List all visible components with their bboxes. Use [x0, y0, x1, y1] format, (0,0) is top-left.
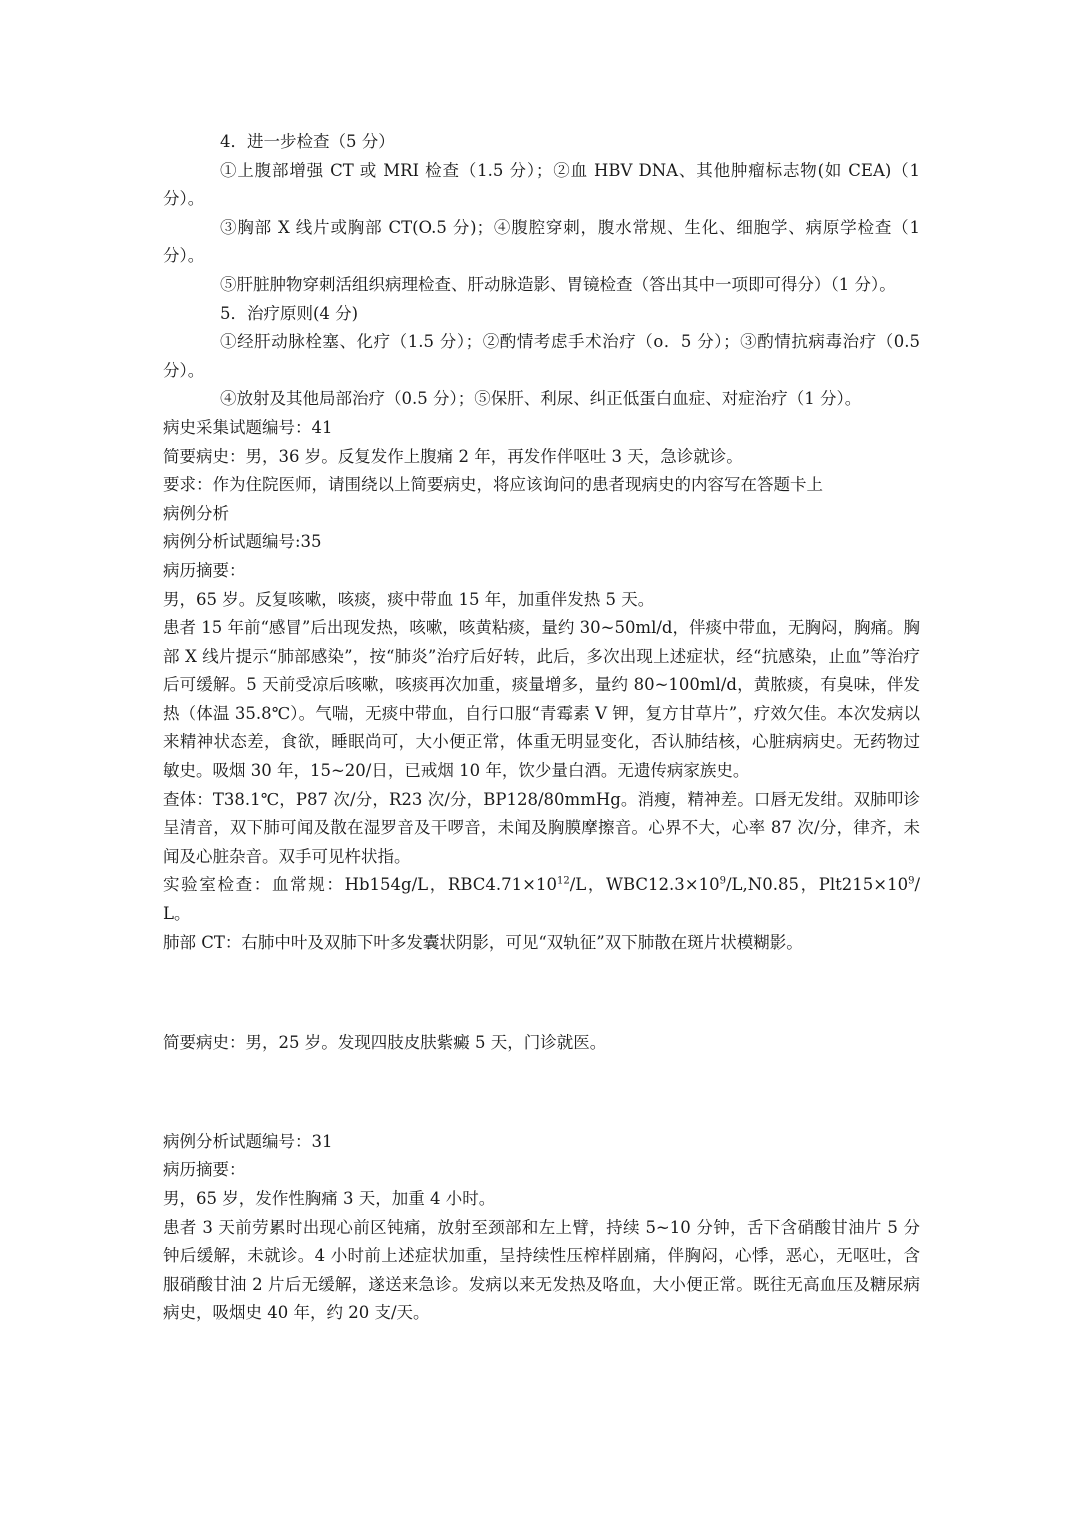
lab-text-c: /L,N0.85，Plt215×10 [726, 875, 909, 895]
lab-sup-1: 12 [556, 875, 570, 887]
treatment-item-1: ①经肝动脉栓塞、化疗（1.5 分）；②酌情考虑手术治疗（o．5 分）；③酌情抗病毒治疗（0.5 分）。 [163, 332, 920, 380]
history-requirement: 要求：作为住院医师，请围绕以上简要病史，将应该询问的患者现病史的内容写在答题卡上 [163, 475, 823, 495]
treatment-section-title: 5．治疗原则(4 分) [220, 303, 359, 323]
exam-item-2: ③胸部 X 线片或胸部 CT(O.5 分)；④腹腔穿刺，腹水常规、生化、细胞学、病原学检查（1 分）。 [163, 217, 920, 266]
case31-summary-label: 病历摘要： [163, 1160, 246, 1180]
lab-text-d: /L。 [163, 875, 921, 924]
lab-text-b: /L，WBC12.3×10 [569, 875, 720, 895]
exam-section-title: 4．进一步检查（5 分） [220, 132, 395, 151]
case35-lab-results [163, 871, 920, 928]
exam-item-3: ⑤肝脏肿物穿刺活组织病理检查、肝动脉造影、胃镜检查（答出其中一项即可得分）（1 分）。 [220, 274, 896, 294]
case35-number: 病例分析试题编号:35 [163, 532, 322, 552]
lab-text-a: 实验室检查：血常规：Hb154g/L，RBC4.71×10 [163, 875, 557, 895]
history-question-number: 病史采集试题编号：41 [163, 417, 333, 437]
case35-present-illness: 患者 15 年前“感冒”后出现发热，咳嗽，咳黄粘痰，量约 30~50ml/d，伴痰中带血，无胸闷，胸痛。胸部 X 线片提示“肺部感染”，按“肺炎”治疗后好转，此后，多次出现上述症状，经“抗感染，止血”等治疗后可缓解。5 天前受凉后咳嗽，咳痰再次加重，痰量增多，量约 80~100ml/d，黄脓痰，有臭味，伴发热（体温 35.8℃）。气喘，无痰中带血，自行口服“青霉素 V 钾，复方甘草片”，疗效欠佳。本次发病以来精神状态差，食欲，睡眠尚可，大小便正常，体重无明显变化，否认肺结核，心脏病病史。无药物过敏史。吸烟 30 年，15~20/日，已戒烟 10 年，饮少量白酒。无遗传病家族史。 [163, 618, 920, 781]
lab-sup-2: 9 [719, 875, 726, 887]
case35-ct: 肺部 CT：右肺中叶及双肺下叶多发囊状阴影，可见“双轨征”双下肺散在斑片状模糊影。 [163, 932, 803, 952]
brief-history-25: 简要病史：男，25 岁。发现四肢皮肤紫癜 5 天，门诊就医。 [163, 1033, 607, 1053]
case31-chief-complaint: 男，65 岁，发作性胸痛 3 天，加重 4 小时。 [163, 1189, 496, 1208]
history-brief: 简要病史：男，36 岁。反复发作上腹痛 2 年，再发作伴呕吐 3 天，急诊就诊。 [163, 446, 743, 466]
case-analysis-heading: 病例分析 [163, 503, 229, 523]
treatment-item-2: ④放射及其他局部治疗（0.5 分）；⑤保肝、利尿、纠正低蛋白血症、对症治疗（1 分）。 [220, 389, 862, 409]
spacer [163, 957, 920, 1029]
case35-summary-label: 病历摘要： [163, 560, 246, 580]
case31-number: 病例分析试题编号：31 [163, 1131, 333, 1151]
document-page [163, 128, 920, 1328]
case31-present-illness: 患者 3 天前劳累时出现心前区钝痛，放射至颈部和左上臂，持续 5~10 分钟，舌下含硝酸甘油片 5 分钟后缓解，未就诊。4 小时前上述症状加重，呈持续性压榨样剧痛，伴胸闷，心悸，恶心，无呕吐，含服硝酸甘油 2 片后无缓解，遂送来急诊。发病以来无发热及咯血，大小便正常。既往无高血压及糖尿病病史，吸烟史 40 年，约 20 支/天。 [163, 1217, 920, 1323]
case35-chief-complaint: 男，65 岁。反复咳嗽，咳痰，痰中带血 15 年，加重伴发热 5 天。 [163, 589, 655, 609]
exam-item-1: ①上腹部增强 CT 或 MRI 检查（1.5 分）；②血 HBV DNA、其他肿瘤标志物(如 CEA)（1 分）。 [163, 160, 920, 209]
case35-physical-exam: 查体：T38.1℃，P87 次/分，R23 次/分，BP128/80mmHg。消瘦，精神差。口唇无发绀。双肺叩诊呈清音，双下肺可闻及散在湿罗音及干啰音，未闻及胸膜摩擦音。心界不大，心率 87 次/分，律齐，未闻及心脏杂音。双手可见杵状指。 [163, 789, 920, 866]
lab-sup-3: 9 [908, 875, 915, 887]
spacer [163, 1058, 920, 1128]
